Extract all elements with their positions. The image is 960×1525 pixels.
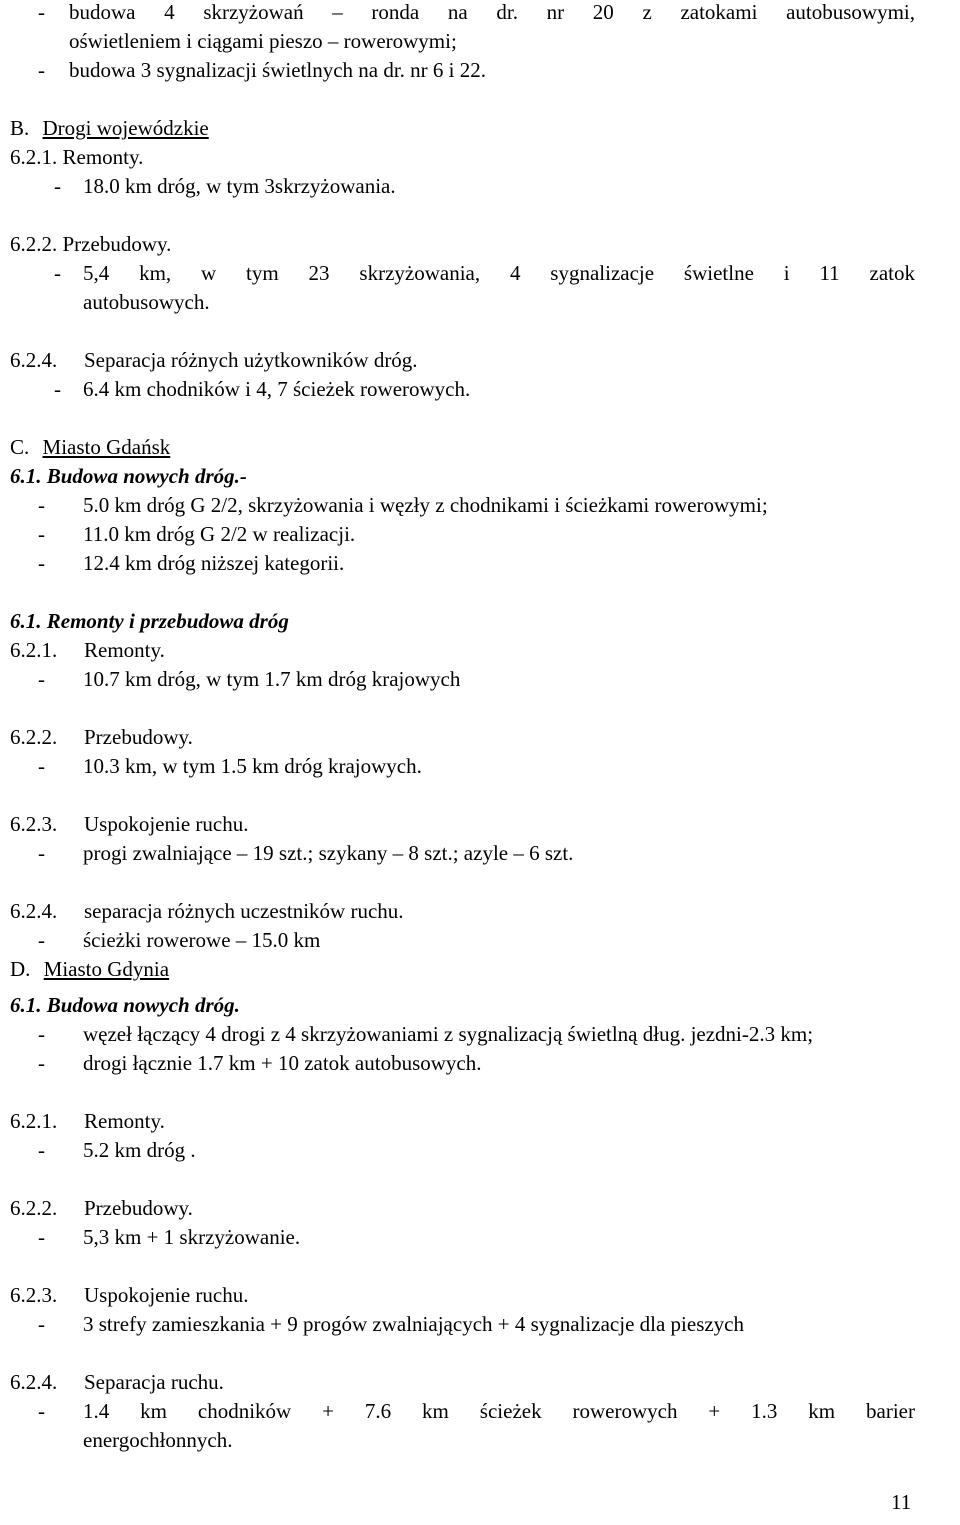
- list-item: 12.4 km dróg niższej kategorii.: [83, 551, 345, 575]
- list-item: 10.3 km, w tym 1.5 km dróg krajowych.: [83, 754, 422, 778]
- list-bullet: -: [38, 754, 45, 778]
- list-item: 5,3 km + 1 skrzyżowanie.: [83, 1225, 301, 1249]
- subsection-heading: [10, 232, 171, 256]
- list-item: 5,4 km, w tym 23 skrzyżowania, 4 sygnalizacje świetlne i 11 zatok: [83, 261, 915, 285]
- list-bullet: -: [38, 667, 45, 691]
- list-item: 11.0 km dróg G 2/2 w realizacji.: [83, 522, 356, 546]
- section-title: Miasto Gdańsk: [42, 435, 171, 459]
- subsection-heading: [10, 145, 143, 169]
- subsection-title: Separacja ruchu.: [84, 1370, 224, 1394]
- list-item: budowa 4 skrzyżowań – ronda na dr. nr 20 z zatokami autobusowymi,: [69, 0, 915, 24]
- list-bullet: -: [38, 551, 45, 575]
- subsection-heading-bold: 6.1. Budowa nowych dróg.-: [10, 464, 247, 488]
- list-bullet: -: [38, 1138, 45, 1162]
- subsection-heading: [10, 899, 404, 923]
- list-item: progi zwalniające – 19 szt.; szykany – 8 szt.; azyle – 6 szt.: [83, 841, 574, 865]
- subsection-number: 6.2.3.: [10, 812, 58, 836]
- section-title: Miasto Gdynia: [43, 957, 170, 981]
- list-bullet: -: [38, 522, 45, 546]
- list-bullet: -: [38, 841, 45, 865]
- list-bullet: -: [38, 1051, 45, 1075]
- list-item: budowa 3 sygnalizacji świetlnych na dr. nr 6 i 22.: [69, 58, 486, 82]
- section-heading-c: [10, 435, 170, 459]
- list-bullet: -: [54, 261, 61, 285]
- subsection-heading: [10, 812, 248, 836]
- list-item-continuation: oświetleniem i ciągami pieszo – rowerowymi;: [69, 29, 457, 53]
- subsection-title: Remonty.: [62, 145, 144, 169]
- list-item-continuation: autobusowych.: [83, 290, 210, 314]
- subsection-number: 6.2.4.: [10, 1370, 58, 1394]
- subsection-heading: [10, 348, 418, 372]
- list-item-continuation: energochłonnych.: [83, 1428, 233, 1452]
- list-item: 10.7 km dróg, w tym 1.7 km dróg krajowych: [83, 667, 461, 691]
- subsection-heading: [10, 725, 193, 749]
- section-letter: D.: [10, 957, 31, 981]
- subsection-title: Remonty.: [84, 1109, 165, 1133]
- list-item: 5.2 km dróg .: [83, 1138, 196, 1162]
- list-item: 1.4 km chodników + 7.6 km ścieżek rowerowych + 1.3 km barier: [83, 1399, 915, 1423]
- subsection-title: Przebudowy.: [84, 725, 193, 749]
- list-item: 5.0 km dróg G 2/2, skrzyżowania i węzły z chodnikami i ścieżkami rowerowymi;: [83, 493, 768, 517]
- list-bullet: -: [38, 1312, 45, 1336]
- subsection-number: 6.2.4.: [10, 899, 58, 923]
- subsection-title: Remonty.: [84, 638, 165, 662]
- list-bullet: -: [54, 174, 61, 198]
- list-bullet: -: [38, 928, 45, 952]
- list-bullet: -: [38, 1225, 45, 1249]
- subsection-heading: [10, 1196, 193, 1220]
- subsection-title: separacja różnych uczestników ruchu.: [84, 899, 404, 923]
- subsection-title: Przebudowy.: [84, 1196, 193, 1220]
- subsection-heading: [10, 1109, 165, 1133]
- subsection-title: Separacja różnych użytkowników dróg.: [84, 348, 418, 372]
- subsection-number: 6.2.1.: [10, 145, 58, 169]
- section-heading-d: [10, 957, 169, 981]
- list-bullet: -: [38, 58, 45, 82]
- subsection-number: 6.2.2.: [10, 232, 58, 256]
- section-letter: B.: [10, 116, 30, 140]
- list-item: 3 strefy zamieszkania + 9 progów zwalniających + 4 sygnalizacje dla pieszych: [83, 1312, 745, 1336]
- page-number: 11: [891, 1490, 912, 1514]
- subsection-number: 6.2.3.: [10, 1283, 58, 1307]
- subsection-heading: [10, 1283, 248, 1307]
- subsection-number: 6.2.4.: [10, 348, 58, 372]
- section-letter: C.: [10, 435, 30, 459]
- subsection-heading-bold: 6.1. Budowa nowych dróg.: [10, 993, 240, 1017]
- list-item: węzeł łączący 4 drogi z 4 skrzyżowaniami z sygnalizacją świetlną dług. jezdni-2.3 km;: [83, 1022, 814, 1046]
- subsection-number: 6.2.1.: [10, 638, 58, 662]
- subsection-heading: [10, 1370, 224, 1394]
- list-bullet: -: [38, 1022, 45, 1046]
- subsection-title: Przebudowy.: [62, 232, 172, 256]
- subsection-title: Uspokojenie ruchu.: [84, 812, 249, 836]
- subsection-heading-bold: 6.1. Remonty i przebudowa dróg: [10, 609, 289, 633]
- list-bullet: -: [38, 1399, 45, 1423]
- subsection-title: Uspokojenie ruchu.: [84, 1283, 249, 1307]
- section-heading-b: [10, 116, 209, 140]
- list-item: drogi łącznie 1.7 km + 10 zatok autobusowych.: [83, 1051, 482, 1075]
- subsection-number: 6.2.1.: [10, 1109, 58, 1133]
- list-item: ścieżki rowerowe – 15.0 km: [83, 928, 321, 952]
- list-bullet: -: [38, 493, 45, 517]
- section-title: Drogi wojewódzkie: [42, 116, 209, 140]
- subsection-heading: [10, 638, 165, 662]
- list-item: 6.4 km chodników i 4, 7 ścieżek rowerowych.: [83, 377, 471, 401]
- list-bullet: -: [38, 0, 45, 24]
- subsection-number: 6.2.2.: [10, 725, 58, 749]
- subsection-number: 6.2.2.: [10, 1196, 58, 1220]
- list-bullet: -: [54, 377, 61, 401]
- list-item: 18.0 km dróg, w tym 3skrzyżowania.: [83, 174, 396, 198]
